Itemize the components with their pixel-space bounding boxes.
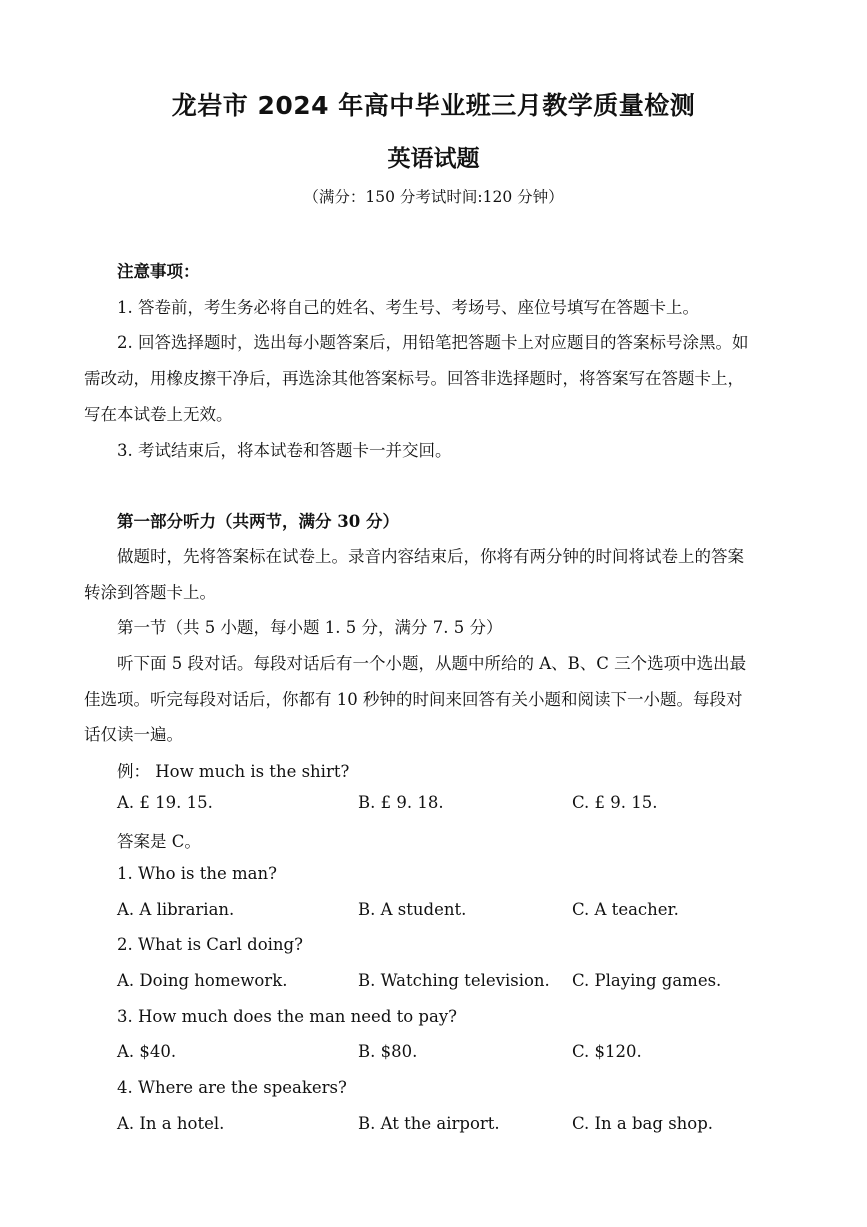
question-4-option-a: A. In a hotel. — [117, 1114, 225, 1133]
note-item-2-line-2: 需改动，用橡皮擦干净后，再选涂其他答案标号。回答非选择题时，将答案写在答题卡上， — [84, 369, 744, 388]
question-2-option-a: A. Doing homework. — [117, 971, 288, 990]
exam-title: 龙岩市 2024 年高中毕业班三月教学质量检测 — [171, 91, 696, 120]
example-option-a: A. £ 19. 15. — [117, 793, 213, 812]
example-answer: 答案是 C。 — [117, 832, 201, 851]
note-item-2-line-1: 2. 回答选择题时，选出每小题答案后，用铅笔把答题卡上对应题目的答案标号涂黑。如 — [117, 333, 749, 352]
question-4-option-c: C. In a bag shop. — [572, 1114, 714, 1133]
section1-heading: 第一节（共 5 小题，每小题 1. 5 分，满分 7. 5 分） — [117, 618, 503, 637]
example-question: 例： How much is the shirt? — [117, 762, 350, 781]
example-option-c: C. £ 9. 15. — [572, 793, 658, 812]
question-1-option-a: A. A librarian. — [117, 900, 235, 919]
notes-heading: 注意事项： — [117, 262, 200, 281]
question-1-option-c: C. A teacher. — [572, 900, 679, 919]
example-option-b: B. £ 9. 18. — [358, 793, 444, 812]
part1-heading: 第一部分听力（共两节，满分 30 分） — [117, 512, 399, 531]
note-item-1: 1. 答卷前，考生务必将自己的姓名、考生号、考场号、座位号填写在答题卡上。 — [117, 298, 699, 317]
question-3-option-b: B. $80. — [358, 1042, 418, 1061]
part1-intro-line-2: 转涂到答题卡上。 — [84, 583, 216, 602]
section1-instructions-line-3: 话仅读一遍。 — [84, 725, 183, 744]
question-3-option-a: A. $40. — [117, 1042, 177, 1061]
question-2-option-b: B. Watching television. — [358, 971, 550, 990]
part1-intro-line-1: 做题时，先将答案标在试卷上。录音内容结束后，你将有两分钟的时间将试卷上的答案 — [117, 547, 744, 566]
question-1-option-b: B. A student. — [358, 900, 467, 919]
question-1: 1. Who is the man? — [117, 864, 277, 883]
question-4-option-b: B. At the airport. — [358, 1114, 500, 1133]
question-3-option-c: C. $120. — [572, 1042, 642, 1061]
question-2-option-c: C. Playing games. — [572, 971, 722, 990]
score-info: （满分：150 分考试时间:120 分钟） — [303, 188, 564, 206]
question-2: 2. What is Carl doing? — [117, 935, 303, 954]
exam-subtitle: 英语试题 — [387, 146, 480, 172]
note-item-3: 3. 考试结束后，将本试卷和答题卡一并交回。 — [117, 441, 452, 460]
question-3: 3. How much does the man need to pay? — [117, 1007, 457, 1026]
note-item-2-line-3: 写在本试卷上无效。 — [84, 405, 233, 424]
question-4: 4. Where are the speakers? — [117, 1078, 347, 1097]
section1-instructions-line-2: 佳选项。听完每段对话后，你都有 10 秒钟的时间来回答有关小题和阅读下一小题。每段对 — [84, 690, 743, 709]
section1-instructions-line-1: 听下面 5 段对话。每段对话后有一个小题，从题中所给的 A、B、C 三个选项中选出最 — [117, 654, 747, 673]
